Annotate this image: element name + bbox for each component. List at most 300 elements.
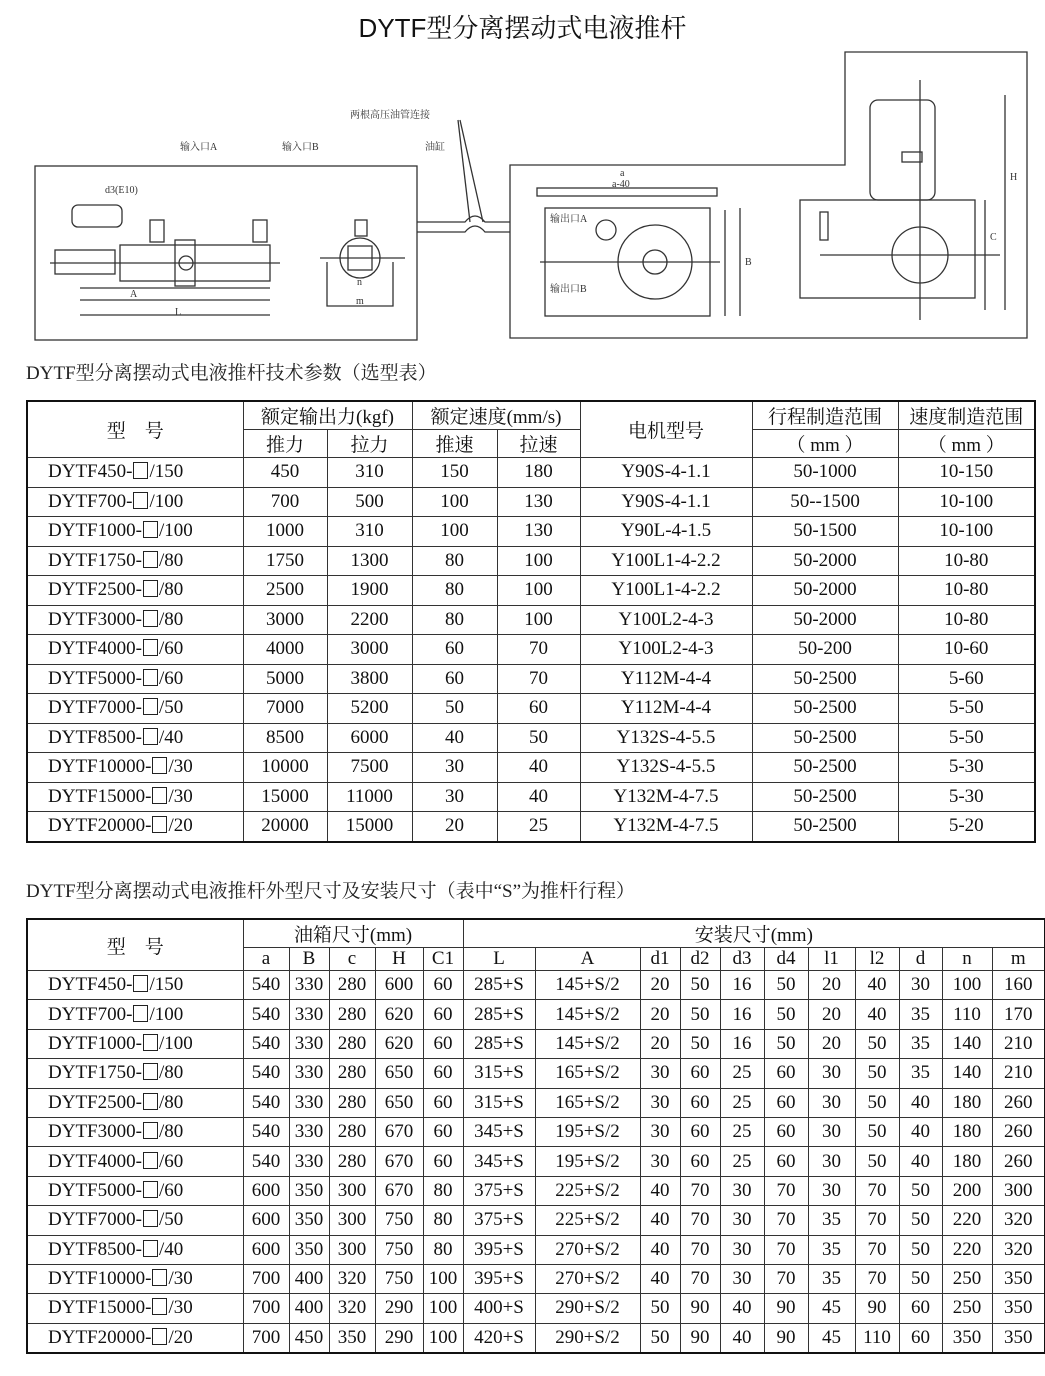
cell-value: 600	[243, 1235, 289, 1264]
cell-pls: 70	[497, 664, 580, 694]
cell-value: 25	[720, 1059, 764, 1088]
placeholder-box-icon	[152, 1298, 167, 1315]
cell-value: 650	[375, 1088, 423, 1117]
cell-stroke: 50-2500	[752, 753, 898, 783]
cell-speed: 10-100	[898, 517, 1035, 547]
col-l1: l1	[808, 948, 855, 971]
table-row	[27, 1117, 1045, 1146]
cell-value: 50	[764, 971, 808, 1000]
col-d3: d3	[720, 948, 764, 971]
cell-stroke: 50-1500	[752, 517, 898, 547]
cell-value: 350	[992, 1294, 1045, 1323]
cell-ps: 50	[412, 694, 497, 724]
cell-value: 50	[764, 1000, 808, 1029]
col-install: 安装尺寸(mm)	[463, 919, 1045, 948]
cell-value: 60	[423, 1000, 463, 1029]
spec-table	[26, 400, 1036, 843]
cell-speed: 5-60	[898, 664, 1035, 694]
cell-value: 30	[640, 1088, 680, 1117]
cell-value: 40	[640, 1176, 680, 1205]
cell-value: 250	[942, 1294, 992, 1323]
placeholder-box-icon	[152, 1328, 167, 1345]
table-row	[27, 1206, 1045, 1235]
cell-value: 350	[992, 1264, 1045, 1293]
cell-ps: 80	[412, 546, 497, 576]
cell-value: 40	[640, 1235, 680, 1264]
cell-stroke: 50-2000	[752, 605, 898, 635]
cell-value: 50	[680, 1029, 720, 1058]
table-row	[27, 782, 1035, 812]
cell-value: 290+S/2	[535, 1323, 640, 1353]
cell-value: 280	[329, 1117, 375, 1146]
cell-pull: 11000	[327, 782, 412, 812]
placeholder-box-icon	[133, 492, 148, 509]
placeholder-box-icon	[152, 816, 167, 833]
cell-value: 280	[329, 1147, 375, 1176]
cell-value: 100	[423, 1294, 463, 1323]
col-b: B	[289, 948, 329, 971]
svg-text:n: n	[357, 277, 362, 288]
cell-value: 320	[329, 1294, 375, 1323]
cell-ps: 20	[412, 812, 497, 842]
cell-value: 60	[764, 1147, 808, 1176]
cell-value: 20	[808, 971, 855, 1000]
cell-value: 375+S	[463, 1176, 535, 1205]
cell-value: 400	[289, 1294, 329, 1323]
cell-pls: 70	[497, 635, 580, 665]
cell-value: 600	[243, 1206, 289, 1235]
cell-stroke: 50-2500	[752, 664, 898, 694]
cell-value: 35	[808, 1206, 855, 1235]
cell-speed: 5-30	[898, 782, 1035, 812]
svg-text:m: m	[356, 296, 364, 307]
placeholder-box-icon	[143, 551, 158, 568]
cell-value: 40	[640, 1206, 680, 1235]
cell-value: 395+S	[463, 1235, 535, 1264]
cell-value: 650	[375, 1059, 423, 1088]
col-d2: d2	[680, 948, 720, 971]
cell-value: 40	[720, 1294, 764, 1323]
cell-value: 100	[423, 1264, 463, 1293]
cell-value: 330	[289, 1059, 329, 1088]
cell-push: 450	[243, 458, 327, 488]
cell-push: 5000	[243, 664, 327, 694]
cell-value: 620	[375, 1029, 423, 1058]
cell-value: 20	[640, 1029, 680, 1058]
cell-motor: Y132M-4-7.5	[580, 812, 752, 842]
cell-pull: 310	[327, 458, 412, 488]
cell-value: 60	[764, 1059, 808, 1088]
cell-pull: 5200	[327, 694, 412, 724]
cell-value: 330	[289, 1088, 329, 1117]
cell-value: 350	[942, 1323, 992, 1353]
cell-value: 165+S/2	[535, 1088, 640, 1117]
placeholder-box-icon	[143, 1152, 158, 1169]
cell-pls: 40	[497, 782, 580, 812]
cell-value: 70	[855, 1176, 899, 1205]
cell-value: 345+S	[463, 1147, 535, 1176]
placeholder-box-icon	[143, 1181, 158, 1198]
cell-value: 60	[899, 1294, 942, 1323]
cell-value: 20	[640, 1000, 680, 1029]
cell-stroke: 50-2000	[752, 576, 898, 606]
cell-pls: 130	[497, 487, 580, 517]
cell-value: 50	[855, 1147, 899, 1176]
placeholder-box-icon	[143, 1210, 158, 1227]
col-a: A	[535, 948, 640, 971]
cell-value: 195+S/2	[535, 1147, 640, 1176]
cell-value: 60	[423, 1029, 463, 1058]
cell-value: 180	[942, 1117, 992, 1146]
cell-value: 40	[720, 1323, 764, 1353]
col-m: m	[992, 948, 1045, 971]
cell-value: 20	[808, 1000, 855, 1029]
cell-ps: 100	[412, 487, 497, 517]
cell-value: 40	[640, 1264, 680, 1293]
cell-value: 300	[329, 1235, 375, 1264]
svg-text:输出口A: 输出口A	[550, 214, 588, 225]
cell-value: 250	[942, 1264, 992, 1293]
cell-value: 540	[243, 1088, 289, 1117]
placeholder-box-icon	[133, 1005, 148, 1022]
cell-pull: 1300	[327, 546, 412, 576]
cell-value: 315+S	[463, 1059, 535, 1088]
cell-value: 280	[329, 1088, 375, 1117]
cell-speed: 10-150	[898, 458, 1035, 488]
cell-value: 70	[680, 1235, 720, 1264]
cell-value: 400+S	[463, 1294, 535, 1323]
cell-value: 25	[720, 1147, 764, 1176]
cell-value: 350	[289, 1235, 329, 1264]
cell-value: 20	[808, 1029, 855, 1058]
cell-value: 285+S	[463, 1029, 535, 1058]
placeholder-box-icon	[143, 639, 158, 656]
placeholder-box-icon	[152, 757, 167, 774]
col-n: n	[942, 948, 992, 971]
cell-value: 140	[942, 1029, 992, 1058]
cell-value: 330	[289, 1147, 329, 1176]
cell-value: 80	[423, 1176, 463, 1205]
cell-value: 60	[423, 1117, 463, 1146]
cell-speed: 5-30	[898, 753, 1035, 783]
cell-value: 260	[992, 1088, 1045, 1117]
cell-stroke: 50-2000	[752, 546, 898, 576]
cell-ps: 30	[412, 753, 497, 783]
table-row	[27, 694, 1035, 724]
cell-value: 70	[764, 1176, 808, 1205]
cell-value: 70	[764, 1206, 808, 1235]
table-row	[27, 1323, 1045, 1353]
model-cell: DYTF4000- /60	[27, 635, 243, 665]
cell-value: 50	[899, 1264, 942, 1293]
cell-value: 540	[243, 971, 289, 1000]
cell-value: 70	[855, 1235, 899, 1264]
cell-value: 180	[942, 1147, 992, 1176]
cell-speed: 10-80	[898, 576, 1035, 606]
cell-value: 320	[992, 1206, 1045, 1235]
cell-pls: 40	[497, 753, 580, 783]
cell-ps: 100	[412, 517, 497, 547]
col-push: 推力	[243, 430, 327, 458]
cell-ps: 80	[412, 605, 497, 635]
cell-value: 30	[640, 1147, 680, 1176]
cell-value: 180	[942, 1088, 992, 1117]
cell-value: 375+S	[463, 1206, 535, 1235]
cell-pls: 100	[497, 605, 580, 635]
cell-value: 30	[808, 1176, 855, 1205]
cell-motor: Y90L-4-1.5	[580, 517, 752, 547]
model-cell: DYTF10000- /30	[27, 1264, 243, 1293]
svg-text:d3(E10): d3(E10)	[105, 185, 138, 196]
cell-motor: Y132M-4-7.5	[580, 782, 752, 812]
svg-text:a-40: a-40	[612, 179, 630, 190]
cell-value: 700	[243, 1323, 289, 1353]
cell-pull: 3000	[327, 635, 412, 665]
cell-value: 20	[640, 971, 680, 1000]
table-row	[27, 1264, 1045, 1293]
col-stroke-unit: （ mm ）	[752, 430, 898, 458]
cell-value: 540	[243, 1147, 289, 1176]
cell-value: 70	[855, 1206, 899, 1235]
cell-value: 30	[720, 1176, 764, 1205]
cell-value: 600	[375, 971, 423, 1000]
model-cell: DYTF4000- /60	[27, 1147, 243, 1176]
cell-pull: 15000	[327, 812, 412, 842]
cell-value: 620	[375, 1000, 423, 1029]
col-speed: 额定速度(mm/s)	[412, 401, 580, 430]
cell-value: 60	[423, 1147, 463, 1176]
technical-drawing	[0, 50, 1045, 350]
cell-value: 60	[680, 1117, 720, 1146]
col-d4: d4	[764, 948, 808, 971]
cell-value: 290	[375, 1323, 423, 1353]
cell-motor: Y100L2-4-3	[580, 605, 752, 635]
cell-value: 280	[329, 1029, 375, 1058]
placeholder-box-icon	[143, 1093, 158, 1110]
cell-value: 60	[899, 1323, 942, 1353]
cell-ps: 80	[412, 576, 497, 606]
cell-value: 540	[243, 1117, 289, 1146]
cell-value: 50	[899, 1176, 942, 1205]
cell-push: 4000	[243, 635, 327, 665]
cell-value: 450	[289, 1323, 329, 1353]
cell-value: 50	[899, 1235, 942, 1264]
cell-value: 315+S	[463, 1088, 535, 1117]
col-push-speed: 推速	[412, 430, 497, 458]
cell-stroke: 50-2500	[752, 812, 898, 842]
model-cell: DYTF1750- /80	[27, 1059, 243, 1088]
cell-speed: 10-80	[898, 546, 1035, 576]
table-row	[27, 517, 1035, 547]
model-cell: DYTF10000- /30	[27, 753, 243, 783]
cell-speed: 10-60	[898, 635, 1035, 665]
cell-value: 35	[899, 1000, 942, 1029]
cell-value: 50	[855, 1117, 899, 1146]
table-row	[27, 576, 1035, 606]
placeholder-box-icon	[143, 698, 158, 715]
placeholder-box-icon	[152, 787, 167, 804]
cell-value: 50	[855, 1088, 899, 1117]
cell-value: 25	[720, 1088, 764, 1117]
cell-motor: Y100L1-4-2.2	[580, 576, 752, 606]
svg-text:油缸: 油缸	[425, 142, 445, 153]
cell-value: 285+S	[463, 971, 535, 1000]
cell-pls: 130	[497, 517, 580, 547]
cell-value: 345+S	[463, 1117, 535, 1146]
model-cell: DYTF20000- /20	[27, 1323, 243, 1353]
cell-value: 60	[680, 1147, 720, 1176]
cell-pull: 6000	[327, 723, 412, 753]
cell-value: 165+S/2	[535, 1059, 640, 1088]
model-cell: DYTF8500- /40	[27, 1235, 243, 1264]
table-row	[27, 635, 1035, 665]
cell-value: 300	[329, 1206, 375, 1235]
placeholder-box-icon	[143, 1034, 158, 1051]
cell-value: 270+S/2	[535, 1264, 640, 1293]
cell-push: 10000	[243, 753, 327, 783]
cell-motor: Y112M-4-4	[580, 664, 752, 694]
cell-value: 60	[423, 1088, 463, 1117]
cell-value: 70	[764, 1264, 808, 1293]
model-cell: DYTF700- /100	[27, 487, 243, 517]
cell-motor: Y90S-4-1.1	[580, 458, 752, 488]
cell-value: 270+S/2	[535, 1235, 640, 1264]
svg-text:A: A	[130, 289, 138, 300]
placeholder-box-icon	[143, 1122, 158, 1139]
cell-speed: 10-80	[898, 605, 1035, 635]
table-row	[27, 971, 1045, 1000]
cell-value: 300	[992, 1176, 1045, 1205]
placeholder-box-icon	[152, 1269, 167, 1286]
col-force: 额定输出力(kgf)	[243, 401, 412, 430]
model-cell: DYTF7000- /50	[27, 1206, 243, 1235]
cell-push: 1000	[243, 517, 327, 547]
table1-caption: DYTF型分离摆动式电液推杆技术参数（选型表）	[26, 363, 437, 384]
cell-speed: 5-50	[898, 694, 1035, 724]
cell-pls: 100	[497, 546, 580, 576]
col-c: c	[329, 948, 375, 971]
cell-value: 35	[899, 1059, 942, 1088]
cell-value: 30	[899, 971, 942, 1000]
model-cell: DYTF3000- /80	[27, 605, 243, 635]
cell-value: 350	[329, 1323, 375, 1353]
cell-value: 395+S	[463, 1264, 535, 1293]
cell-value: 90	[680, 1294, 720, 1323]
placeholder-box-icon	[133, 975, 148, 992]
cell-value: 60	[423, 1059, 463, 1088]
cell-stroke: 50-2500	[752, 723, 898, 753]
col-speed-unit: （ mm ）	[898, 430, 1035, 458]
cell-pull: 500	[327, 487, 412, 517]
cell-value: 110	[942, 1000, 992, 1029]
table-row	[27, 664, 1035, 694]
cell-value: 750	[375, 1264, 423, 1293]
cell-pull: 2200	[327, 605, 412, 635]
cell-pull: 7500	[327, 753, 412, 783]
cell-value: 30	[808, 1088, 855, 1117]
cell-value: 300	[329, 1176, 375, 1205]
cell-value: 25	[720, 1117, 764, 1146]
placeholder-box-icon	[143, 728, 158, 745]
model-cell: DYTF5000- /60	[27, 1176, 243, 1205]
cell-value: 670	[375, 1176, 423, 1205]
svg-text:H: H	[1010, 172, 1018, 183]
col-d: d	[899, 948, 942, 971]
model-cell: DYTF2500- /80	[27, 576, 243, 606]
cell-pls: 25	[497, 812, 580, 842]
model-cell: DYTF20000- /20	[27, 812, 243, 842]
cell-value: 100	[942, 971, 992, 1000]
cell-push: 1750	[243, 546, 327, 576]
model-cell: DYTF3000- /80	[27, 1117, 243, 1146]
table2-caption: DYTF型分离摆动式电液推杆外型尺寸及安装尺寸（表中“S”为推杆行程）	[26, 881, 636, 902]
table-row	[27, 812, 1035, 842]
cell-value: 540	[243, 1029, 289, 1058]
cell-value: 210	[992, 1029, 1045, 1058]
col-speed-range: 速度制造范围	[898, 401, 1035, 430]
cell-value: 30	[720, 1235, 764, 1264]
cell-push: 7000	[243, 694, 327, 724]
cell-push: 2500	[243, 576, 327, 606]
model-cell: DYTF2500- /80	[27, 1088, 243, 1117]
placeholder-box-icon	[143, 521, 158, 538]
cell-value: 90	[680, 1323, 720, 1353]
cell-value: 50	[680, 1000, 720, 1029]
cell-value: 90	[855, 1294, 899, 1323]
cell-value: 280	[329, 971, 375, 1000]
cell-value: 290	[375, 1294, 423, 1323]
cell-value: 70	[764, 1235, 808, 1264]
cell-speed: 5-50	[898, 723, 1035, 753]
model-cell: DYTF700- /100	[27, 1000, 243, 1029]
cell-ps: 40	[412, 723, 497, 753]
placeholder-box-icon	[143, 1063, 158, 1080]
cell-value: 670	[375, 1117, 423, 1146]
table-row	[27, 723, 1035, 753]
cell-push: 700	[243, 487, 327, 517]
col-d1: d1	[640, 948, 680, 971]
cell-value: 50	[855, 1059, 899, 1088]
cell-speed: 10-100	[898, 487, 1035, 517]
cell-value: 30	[808, 1117, 855, 1146]
cell-value: 540	[243, 1059, 289, 1088]
cell-value: 90	[764, 1323, 808, 1353]
col-stroke-range: 行程制造范围	[752, 401, 898, 430]
model-cell: DYTF450- /150	[27, 458, 243, 488]
cell-value: 30	[808, 1059, 855, 1088]
cell-value: 350	[992, 1323, 1045, 1353]
cell-ps: 150	[412, 458, 497, 488]
svg-text:输出口B: 输出口B	[550, 284, 587, 295]
cell-stroke: 50--1500	[752, 487, 898, 517]
col-pull-speed: 拉速	[497, 430, 580, 458]
table-row	[27, 1235, 1045, 1264]
cell-value: 50	[899, 1206, 942, 1235]
cell-value: 350	[289, 1206, 329, 1235]
cell-value: 160	[992, 971, 1045, 1000]
cell-pull: 3800	[327, 664, 412, 694]
cell-push: 3000	[243, 605, 327, 635]
cell-value: 50	[640, 1294, 680, 1323]
placeholder-box-icon	[143, 1240, 158, 1257]
placeholder-box-icon	[143, 580, 158, 597]
cell-value: 40	[855, 971, 899, 1000]
model-cell: DYTF450- /150	[27, 971, 243, 1000]
cell-value: 540	[243, 1000, 289, 1029]
cell-value: 16	[720, 1000, 764, 1029]
cell-motor: Y100L1-4-2.2	[580, 546, 752, 576]
cell-value: 330	[289, 971, 329, 1000]
